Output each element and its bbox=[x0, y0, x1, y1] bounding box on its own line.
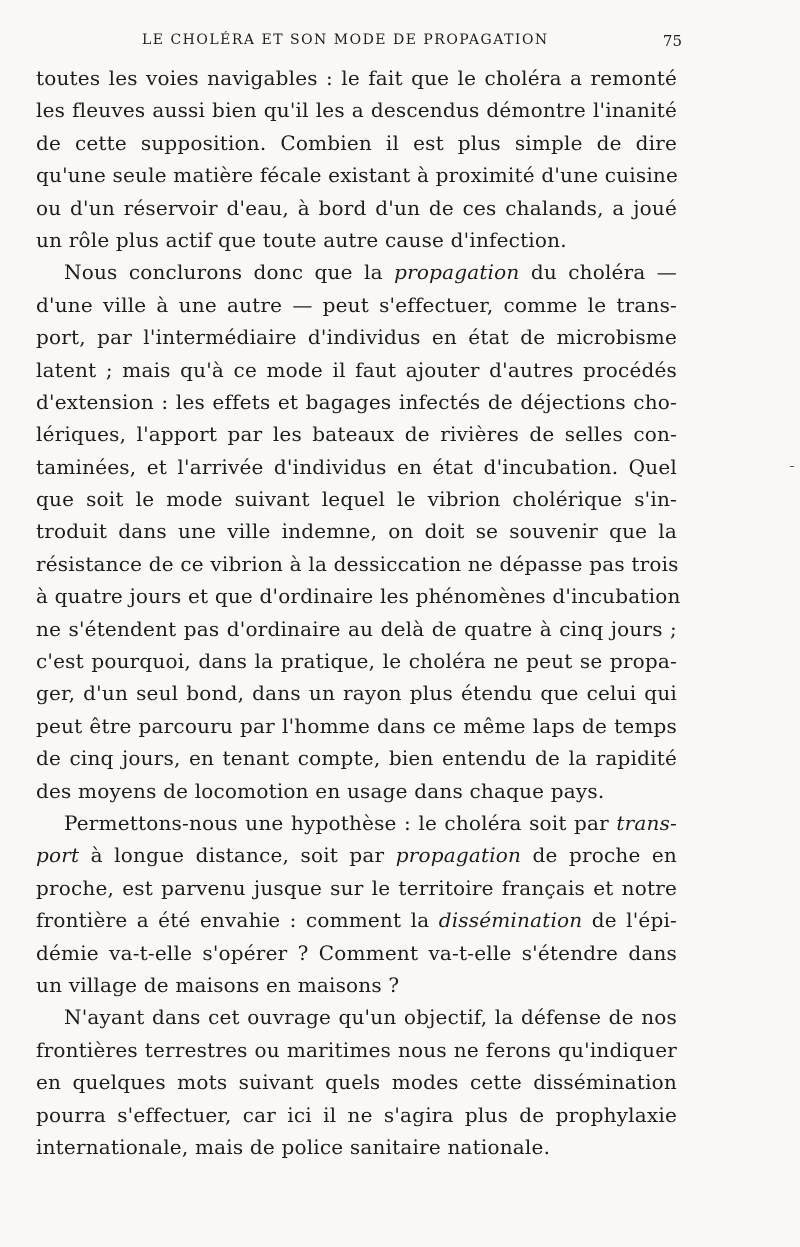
italic-term: propagation bbox=[395, 843, 522, 868]
text-line: port, par l'intermédiaire d'individus en état de microbisme bbox=[36, 325, 677, 350]
text-line: d'extension : les effets et bagages infectés de déjections cho- bbox=[36, 389, 677, 414]
paragraph-3 bbox=[36, 807, 677, 1001]
body-text bbox=[36, 62, 681, 1163]
text-line: toutes les voies navigables : le fait que le choléra a remonté bbox=[36, 66, 677, 90]
text-run: Permettons-nous une hypothèse : le choléra soit par bbox=[64, 810, 617, 835]
text-line bbox=[36, 904, 677, 936]
text-line: en quelques mots suivant quels modes cette dissémination bbox=[36, 1070, 677, 1095]
text-line: proche, est parvenu jusque sur le territoire français et notre bbox=[36, 875, 677, 900]
paragraph-4 bbox=[36, 1001, 677, 1163]
text-line: un rôle plus actif que toute autre cause d'infection. bbox=[36, 227, 567, 252]
text-run: Nous conclurons donc que la bbox=[64, 260, 395, 285]
text-line: pourra s'effectuer, car ici il ne s'agira plus de prophylaxie bbox=[36, 1102, 677, 1127]
text-line: de cette supposition. Combien il est plus simple de dire bbox=[36, 130, 677, 155]
text-line: les fleuves aussi bien qu'il les a descendus démontre l'inanité bbox=[36, 98, 677, 123]
text-line: peut être parcouru par l'homme dans ce même laps de temps bbox=[36, 713, 677, 738]
text-line: d'une ville à une autre — peut s'effectuer, comme le trans- bbox=[36, 292, 677, 317]
text-run: à longue distance, soit par bbox=[79, 843, 396, 868]
text-line: ne s'étendent pas d'ordinaire au delà de quatre à cinq jours ; bbox=[36, 616, 677, 641]
margin-mark bbox=[790, 466, 794, 467]
text-line: frontières terrestres ou maritimes nous ne ferons qu'indiquer bbox=[36, 1037, 677, 1062]
text-line bbox=[36, 807, 677, 839]
text-line: qu'une seule matière fécale existant à proximité d'une cuisine bbox=[36, 163, 679, 188]
paragraph-2 bbox=[36, 256, 681, 807]
text-line: des moyens de locomotion en usage dans chaque pays. bbox=[36, 778, 605, 803]
text-line: lériques, l'apport par les bateaux de rivières de selles con- bbox=[36, 422, 677, 447]
text-run: frontière a été envahie : comment la bbox=[36, 908, 439, 933]
italic-term: trans- bbox=[616, 810, 677, 835]
text-line: un village de maisons en maisons ? bbox=[36, 972, 400, 997]
text-line: démie va-t-elle s'opérer ? Comment va-t-elle s'étendre dans bbox=[36, 940, 677, 965]
italic-term: dissémination bbox=[438, 908, 583, 933]
text-line: taminées, et l'arrivée d'individus en état d'incubation. Quel bbox=[36, 454, 677, 479]
text-line: ger, d'un seul bond, dans un rayon plus étendu que celui qui bbox=[36, 681, 677, 706]
text-line bbox=[36, 256, 677, 288]
text-line: c'est pourquoi, dans la pratique, le choléra ne peut se propa- bbox=[36, 649, 677, 674]
paragraph-1 bbox=[36, 62, 677, 256]
text-line bbox=[36, 839, 677, 871]
italic-term: port bbox=[36, 843, 80, 868]
text-line: à quatre jours et que d'ordinaire les phénomènes d'incubation bbox=[36, 584, 681, 609]
text-line: troduit dans une ville indemne, on doit se souvenir que la bbox=[36, 519, 677, 544]
text-run: du choléra — bbox=[519, 260, 678, 285]
text-run: de proche en bbox=[521, 843, 677, 868]
text-line: latent ; mais qu'à ce mode il faut ajouter d'autres procédés bbox=[36, 357, 677, 382]
text-line: résistance de ce vibrion à la dessiccation ne dépasse pas trois bbox=[36, 551, 679, 576]
running-head bbox=[142, 32, 682, 54]
italic-term: propagation bbox=[394, 260, 520, 285]
text-line: N'ayant dans cet ouvrage qu'un objectif, la défense de nos bbox=[64, 1005, 677, 1030]
text-line: de cinq jours, en tenant compte, bien entendu de la rapidité bbox=[36, 746, 677, 771]
text-line: ou d'un réservoir d'eau, à bord d'un de ces chalands, a joué bbox=[36, 195, 677, 220]
text-line: internationale, mais de police sanitaire nationale. bbox=[36, 1134, 551, 1159]
text-run: de l'épi- bbox=[582, 908, 678, 933]
running-title: LE CHOLÉRA ET SON MODE DE PROPAGATION bbox=[142, 32, 549, 48]
page-number: 75 bbox=[662, 32, 682, 50]
text-line: que soit le mode suivant lequel le vibrion cholérique s'in- bbox=[36, 487, 677, 512]
